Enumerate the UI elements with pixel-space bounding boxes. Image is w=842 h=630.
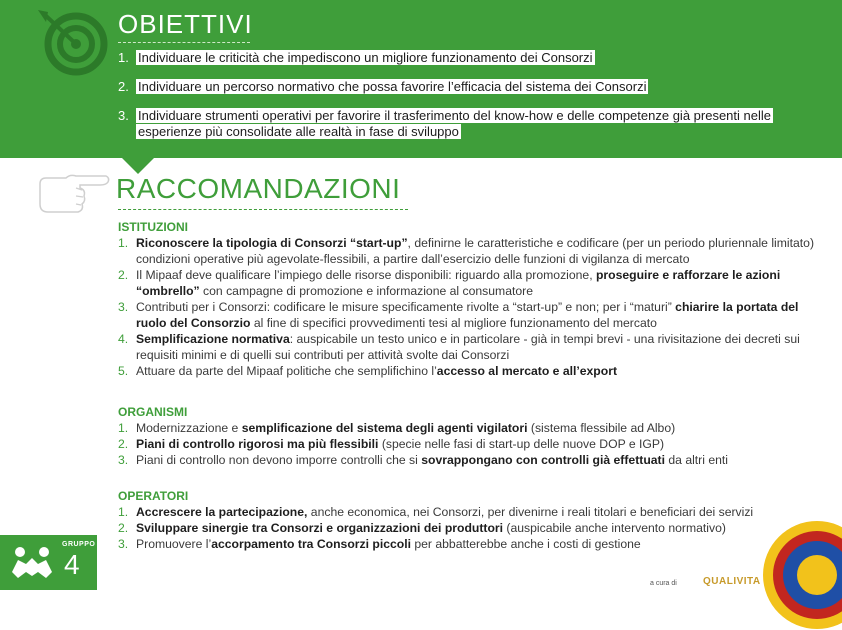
item-text: anche economica, nei Consorzi, per divenirne i reali titolari e beneficiari dei servizi xyxy=(307,505,754,519)
recommendations-title: RACCOMANDAZIONI xyxy=(116,173,401,204)
item-text: al fine di specifici provvedimenti tesi al migliore funzionamento del mercato xyxy=(250,316,657,330)
objectives-title: OBIETTIVI xyxy=(118,9,253,39)
item-highlight: Semplificazione normativa xyxy=(136,332,290,346)
item-text: Modernizzazione e xyxy=(136,421,242,435)
item-number: 1. xyxy=(118,421,129,435)
item-text: per abbatterebbe anche i costi di gestione xyxy=(410,537,641,551)
target-icon xyxy=(36,6,116,76)
item-text: Attuare da parte del Mipaaf politiche che semplifichino l’ xyxy=(136,364,437,378)
item-text: , definirne le caratteristiche e codificare (per un periodo pluriennale limitato) condizioni operative più agevolate-flessibili, a partire dall’esercizio delle funzioni di vigilanza di mercato xyxy=(136,236,815,266)
section-heading: OPERATORI xyxy=(118,489,189,503)
objective-text: Individuare strumenti operativi per favorire il trasferimento del know-how e delle competenze già presenti nelle esperienze più consolidate alle realtà in fase di sviluppo xyxy=(138,108,771,139)
objective-item xyxy=(118,108,818,140)
istituzioni-list xyxy=(118,235,830,379)
item-text: Promuovere l’ xyxy=(136,537,212,551)
item-number: 3. xyxy=(118,300,129,314)
objective-number: 3. xyxy=(118,108,129,123)
item-highlight: accorpamento tra Consorzi piccoli xyxy=(211,537,411,551)
section-heading: ORGANISMI xyxy=(118,405,188,419)
item-text: (specie nelle fasi di start-up delle nuove DOP e IGP) xyxy=(378,437,665,451)
item-highlight: Accrescere la partecipazione, xyxy=(136,505,308,519)
item-highlight: accesso al mercato e all’export xyxy=(436,364,617,378)
qualivita-logo: QUALIVITA xyxy=(703,576,761,587)
item-highlight: chiarire la portata del ruolo del Consorzio xyxy=(136,300,799,330)
section-istituzioni xyxy=(118,220,830,379)
item-number: 2. xyxy=(118,268,129,282)
item-text: Il Mipaaf deve qualificare l’impiego delle risorse disponibili: riguardo alla promozione, xyxy=(136,268,596,282)
objective-text: Individuare le criticità che impediscono un migliore funzionamento dei Consorzi xyxy=(138,50,593,65)
recommendation-item xyxy=(118,520,830,536)
item-text: Piani di controllo non devono imporre controlli che si xyxy=(136,453,422,467)
item-number: 2. xyxy=(118,521,129,535)
item-highlight: Piani di controllo rigorosi ma più flessibili xyxy=(136,437,379,451)
objective-number: 1. xyxy=(118,50,129,65)
group-number: 4 xyxy=(64,549,80,580)
item-number: 1. xyxy=(118,505,129,519)
recommendations-underline xyxy=(118,209,408,210)
section-operatori xyxy=(118,489,830,552)
objective-text: Individuare un percorso normativo che possa favorire l’efficacia del sistema dei Consorzi xyxy=(138,79,647,94)
recommendation-item xyxy=(118,504,830,520)
organismi-list xyxy=(118,420,830,468)
item-number: 1. xyxy=(118,236,129,250)
item-number: 4. xyxy=(118,332,129,346)
item-text: Contributi per i Consorzi: codificare le misure specificamente rivolte a “start-up” e non; per i “maturi” xyxy=(136,300,676,314)
pointing-hand-icon xyxy=(36,170,110,220)
recommendation-item xyxy=(118,331,830,363)
item-highlight: sovrapponganо con controlli già effettuati xyxy=(421,453,665,467)
section-organismi xyxy=(118,405,830,468)
item-highlight: semplificazione del sistema degli agenti vigilatori xyxy=(241,421,528,435)
recommendation-item xyxy=(118,363,830,379)
item-text: (auspicabile anche intervento normativo) xyxy=(503,521,726,535)
section-heading: ISTITUZIONI xyxy=(118,220,188,234)
item-highlight: Riconoscere la tipologia di Consorzi “start-up” xyxy=(136,236,408,250)
item-text: : auspicabile un testo unico e in particolare - già in tempi brevi - una rivisitazione dei decreti sui requisiti minimi e di quelli sui contributi per attività svolte dai Consorzi xyxy=(136,332,800,362)
operatori-list xyxy=(118,504,830,552)
item-number: 2. xyxy=(118,437,129,451)
item-number: 5. xyxy=(118,364,129,378)
item-text: con campagne di promozione e informazione al consumatore xyxy=(199,284,533,298)
item-number: 3. xyxy=(118,453,129,467)
recommendation-item xyxy=(118,299,830,331)
objective-number: 2. xyxy=(118,79,129,94)
objectives-list xyxy=(118,50,818,140)
recommendation-item xyxy=(118,420,830,436)
recommendation-item xyxy=(118,536,830,552)
item-number: 3. xyxy=(118,537,129,551)
credit-text: a cura di xyxy=(650,580,677,587)
origin-seal-icon xyxy=(762,520,842,630)
item-text: da altri enti xyxy=(664,453,728,467)
objective-item xyxy=(118,79,818,95)
recommendation-item xyxy=(118,267,830,299)
objective-item xyxy=(118,50,818,66)
item-text: (sistema flessibile ad Albo) xyxy=(527,421,676,435)
recommendation-item xyxy=(118,235,830,267)
item-highlight: proseguire e rafforzare le azioni “ombrello” xyxy=(136,268,781,298)
handshake-group-icon xyxy=(8,542,56,584)
item-highlight: Sviluppare sinergie tra Consorzi e organizzazioni dei produttori xyxy=(136,521,504,535)
recommendation-item xyxy=(118,436,830,452)
recommendation-item xyxy=(118,452,830,468)
objectives-underline xyxy=(118,42,250,43)
group-label: GRUPPO xyxy=(62,541,96,548)
